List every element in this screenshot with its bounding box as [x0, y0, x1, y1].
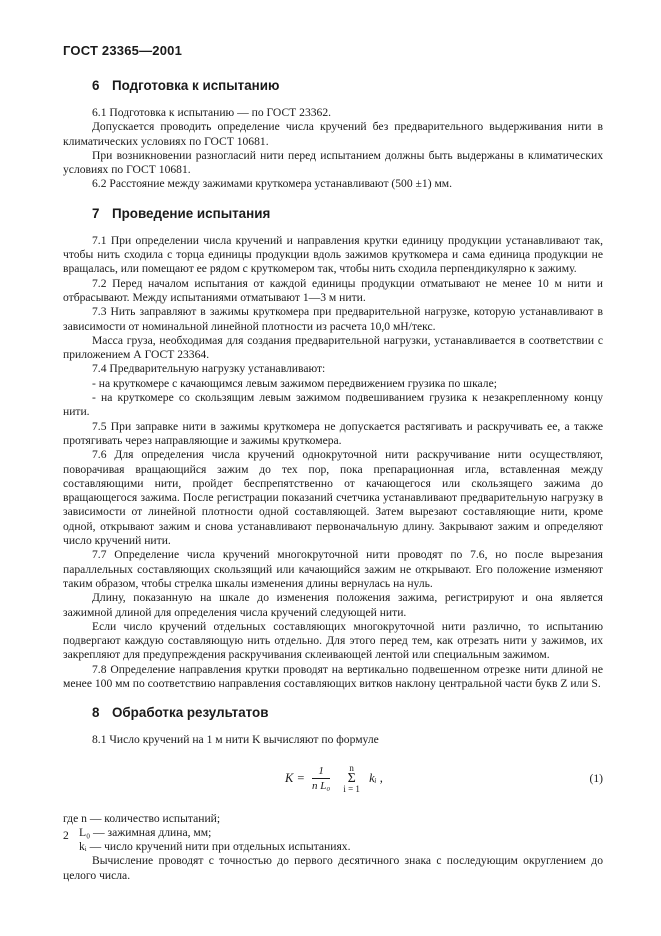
section-7-title: Проведение испытания [112, 205, 271, 221]
section-8-title: Обработка результатов [112, 705, 269, 721]
section-7-number: 7 [92, 205, 100, 221]
equation-number: (1) [589, 771, 603, 785]
list-item: - на круткомере со скользящим левым зажимом подвешиванием грузика к незакрепленному концу нити. [63, 391, 603, 419]
legend-item: L₀ — зажимная длина, мм; [79, 825, 212, 839]
formula [285, 764, 383, 794]
paragraph: Масса груза, необходимая для создания предварительной нагрузки, устанавливается в соответствии с приложением А ГОСТ 23364. [63, 333, 603, 362]
legend-item: где n — количество испытаний; [63, 811, 221, 825]
paragraph: 7.4 Предварительную нагрузку устанавливают: [92, 362, 326, 376]
paragraph: 7.2 Перед началом испытания от каждой единицы продукции отматывают не менее 10 м нити и отбрасывают. Между испытаниями отматывают 1—3 м нити. [63, 276, 603, 304]
paragraph: 8.1 Число кручений на 1 м нити K вычисляют по формуле [92, 733, 379, 747]
sum-upper-limit: n [349, 762, 354, 773]
paragraph: Допускается проводить определение числа кручений без предварительного выдерживания нити в климатических условиях по ГОСТ 10681. [63, 120, 603, 148]
paragraph: 7.6 Для определения числа кручений однокруточной нити раскручивание нити осуществляют, поворачивая вращающийся зажим до тех пор, пока препарационная игла, вставленная между составляющими нити, пройдет беспрепятственно от качающегося или скользящего зажима до вращающегося зажима. После регистрации показаний счетчика устанавливают предварительную нагрузку в зависимости от линейной плотности одной составляющей. Затем вырезают составляющие нити, кроме одной, открывают зажим и снова устанавливают первоначальную длину. Закрывают зажим и определяют число кручений нити. [63, 448, 603, 548]
formula-fraction [312, 765, 330, 792]
sum-lower-limit: i = 1 [343, 783, 360, 794]
page-number: 2 [63, 829, 69, 842]
list-item: - на круткомере с качающимся левым зажимом передвижением грузика по шкале; [92, 376, 497, 390]
paragraph: 7.5 При заправке нити в зажимы круткомера не допускается растягивать и раскручивать ее, а также протягивать через направляющие и зажимы круткомера. [63, 419, 603, 447]
section-6-title: Подготовка к испытанию [112, 78, 280, 93]
section-6-heading [92, 78, 603, 94]
paragraph: 6.2 Расстояние между зажимами круткомера устанавливают (500 ±1) мм. [92, 177, 453, 191]
paragraph: 7.3 Нить заправляют в зажимы круткомера при предварительной нагрузке, которую устанавливают в зависимости от номинальной линейной плотности из расчета 10,0 мН/текс. [63, 305, 603, 333]
legend-item: kᵢ — число кручений нити при отдельных испытаниях. [79, 840, 351, 854]
formula-lhs: K = [285, 770, 305, 785]
paragraph: При возникновении разногласий нити перед испытанием должны быть выдержаны в климатических условиях по ГОСТ 10681. [63, 148, 603, 177]
paragraph: Длину, показанную на шкале до изменения положения зажима, регистрируют и она является зажимной длиной для определения числа кручений следующей нити. [63, 591, 603, 619]
formula-term: kᵢ , [369, 770, 383, 785]
paragraph: Вычисление проводят с точностью до первого десятичного знака с последующим округлением до целого числа. [63, 854, 603, 882]
paragraph: Если число кручений отдельных составляющих многокруточной нити различно, то испытанию подвергают каждую составляющую нить отдельно. Для этого перед тем, как отрезать нити у зажимов, их закрепляют для предупреждения раскручивания склеивающей лентой или специальным зажимом. [63, 619, 603, 662]
document-body [63, 78, 603, 883]
fraction-denominator: n L₀ [312, 780, 331, 793]
summation [343, 764, 360, 794]
formula-block [63, 756, 603, 808]
section-8-number: 8 [92, 705, 100, 721]
standard-header: ГОСТ 23365—2001 [63, 43, 182, 58]
sigma-symbol: Σ [347, 770, 356, 786]
paragraph: 6.1 Подготовка к испытанию — по ГОСТ 23362. [92, 106, 332, 119]
section-7-heading [92, 206, 603, 222]
formula-legend [63, 812, 603, 855]
section-8-heading [92, 705, 603, 721]
paragraph: 7.7 Определение числа кручений многокруточной нити проводят по 7.6, но после вырезания параллельных составляющих скользящий или качающийся зажим не открывают. Его положение изменяют таким образом, чтобы стрелка шкалы изменения длины вернулась на нуль. [63, 548, 603, 590]
fraction-numerator: 1 [318, 765, 324, 778]
paragraph: 7.8 Определение направления крутки проводят на вертикально подвешенном отрезке нити длиной не менее 100 мм по соответствию направления составляющих витков наклону центральной части букв Z или S. [63, 662, 603, 690]
paragraph: 7.1 При определении числа кручений и направления крутки единицу продукции устанавливают так, чтобы нить сходила с торца единицы продукции вдоль зажимов круткомера и сама единица продукции не вращалась, или помещают ее рядом с круткомером так, чтобы нить сходила перпендикулярно к зажиму. [63, 233, 603, 276]
section-6-number: 6 [92, 78, 100, 93]
